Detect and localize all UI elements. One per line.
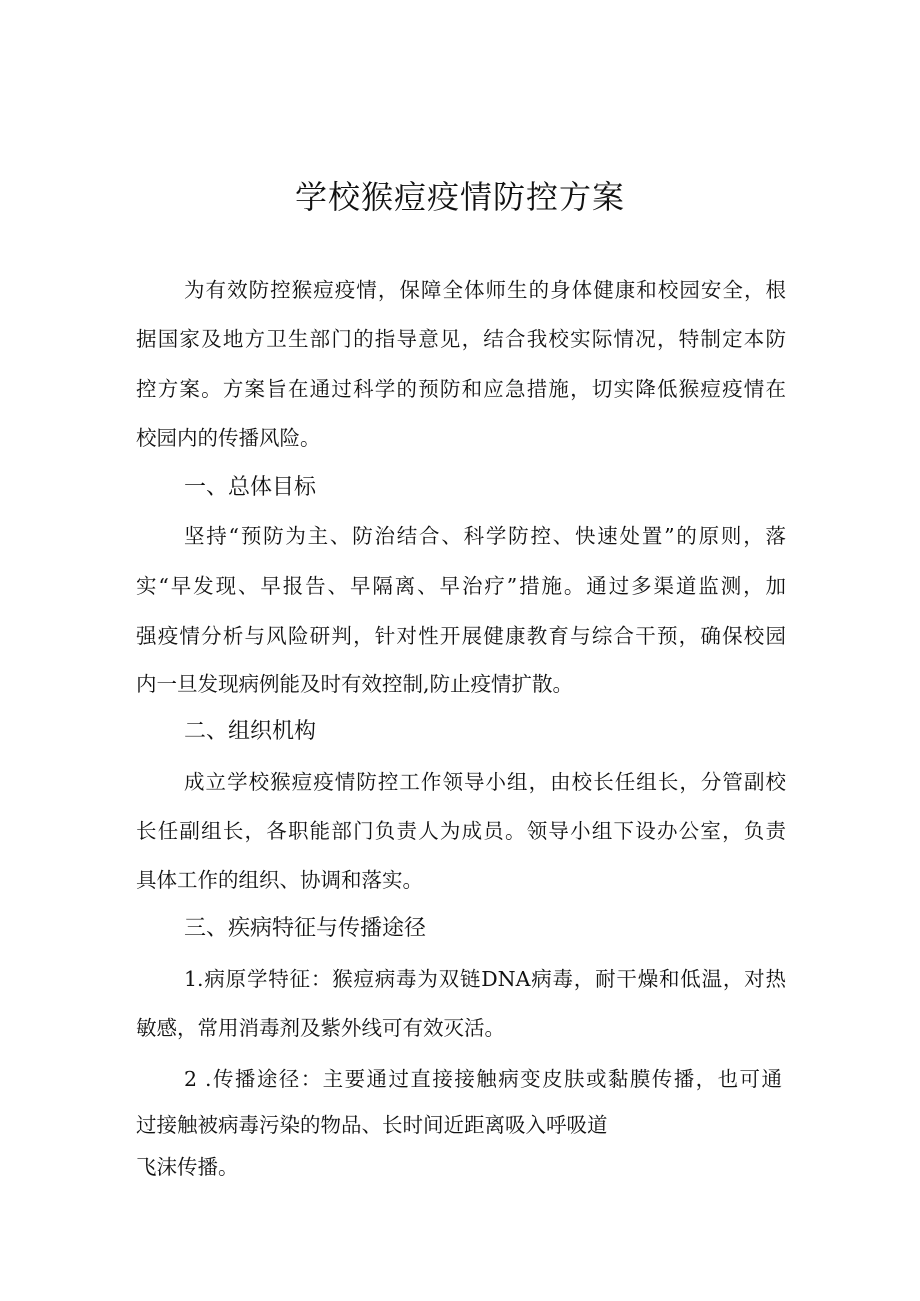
disease-line-3: 2 .传播途径：主要通过直接接触病变皮肤或黏膜传播，也可通 [184, 1067, 782, 1091]
goals-line-3: 强疫情分析与风险研判，针对性开展健康教育与综合干预，确保校园 [136, 624, 786, 648]
section-heading-goals: 一、总体目标 [184, 475, 317, 500]
section-heading-disease: 三、疾病特征与传播途径 [184, 916, 427, 941]
document-title: 学校猴痘疫情防控方案 [294, 178, 625, 216]
section-heading-organization: 二、组织机构 [184, 719, 317, 744]
intro-line-3: 控方案。方案旨在通过科学的预防和应急措施，切实降低猴痘疫情在 [136, 377, 786, 401]
intro-line-4: 校园内的传播风险。 [136, 426, 321, 450]
organization-line-2: 长任副组长，各职能部门负责人为成员。领导小组下设办公室，负责 [136, 819, 786, 843]
intro-line-1: 为有效防控猴痘疫情，保障全体师生的身体健康和校园安全，根 [184, 278, 786, 302]
organization-line-1: 成立学校猴痘疫情防控工作领导小组，由校长任组长，分管副校 [184, 770, 786, 794]
goals-line-2: 实“早发现、早报告、早隔离、早治疗”措施。通过多渠道监测，加 [136, 574, 786, 598]
disease-line-1: 1.病原学特征：猴痘病毒为双链DNA病毒，耐干燥和低温，对热 [184, 967, 786, 991]
intro-line-2: 据国家及地方卫生部门的指导意见，结合我校实际情况，特制定本防 [136, 327, 786, 351]
goals-line-4: 内一旦发现病例能及时有效控制,防止疫情扩散。 [136, 672, 574, 696]
disease-line-2: 敏感，常用消毒剂及紫外线可有效灭活。 [136, 1016, 505, 1040]
organization-line-3: 具体工作的组织、协调和落实。 [136, 868, 423, 892]
goals-line-1: 坚持“预防为主、防治结合、科学防控、快速处置”的原则，落 [184, 524, 786, 548]
disease-line-4: 过接触被病毒污染的物品、长时间近距离吸入呼吸道 [136, 1113, 608, 1137]
disease-line-5: 飞沫传播。 [136, 1155, 239, 1179]
